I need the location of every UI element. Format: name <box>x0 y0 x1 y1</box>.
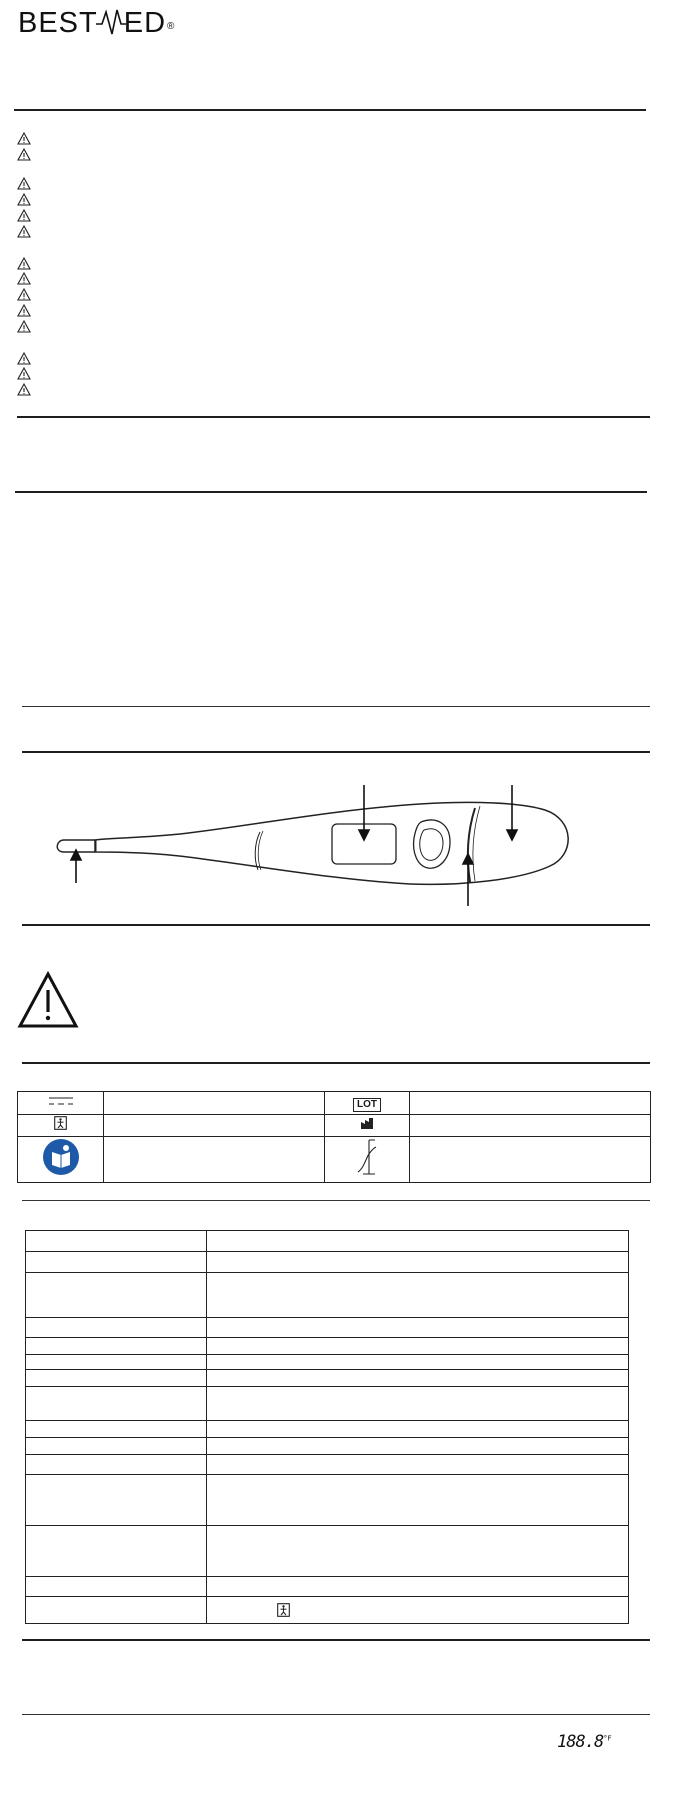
lcd-digits: 188.8 <box>557 1732 604 1752</box>
symbol-description <box>104 1092 325 1115</box>
spec-value <box>207 1387 629 1421</box>
manufacturer-icon <box>325 1115 410 1137</box>
spec-value <box>207 1455 629 1475</box>
spec-label <box>26 1475 207 1526</box>
warning-triangle-icon <box>17 367 31 380</box>
spec-value <box>207 1231 629 1252</box>
section-divider <box>15 491 647 493</box>
warning-triangle-icon <box>17 193 31 206</box>
symbols-table <box>17 1091 651 1183</box>
type-bf-icon <box>277 1603 290 1617</box>
warning-triangle-icon <box>17 177 31 190</box>
spec-value <box>207 1318 629 1338</box>
spec-label <box>26 1355 207 1370</box>
spec-label <box>26 1338 207 1355</box>
warning-triangle-icon <box>17 970 79 1030</box>
dc-current-icon <box>18 1092 104 1115</box>
spec-value <box>207 1338 629 1355</box>
spec-label <box>26 1526 207 1577</box>
section-divider <box>22 924 650 926</box>
spec-label <box>26 1318 207 1338</box>
spec-value <box>207 1252 629 1273</box>
section-divider <box>17 416 650 418</box>
spec-label <box>26 1577 207 1597</box>
temperature-limit-icon <box>325 1137 410 1183</box>
type-bf-icon <box>18 1115 104 1137</box>
symbol-description <box>104 1115 325 1137</box>
spec-label <box>26 1387 207 1421</box>
lcd-unit-f: °F <box>603 1734 612 1743</box>
warning-triangle-icon <box>17 320 31 333</box>
read-manual-icon <box>18 1137 104 1183</box>
spec-label <box>26 1438 207 1455</box>
power-button-icon <box>414 820 450 868</box>
section-divider <box>14 109 646 111</box>
symbol-description <box>410 1115 651 1137</box>
spec-value <box>207 1577 629 1597</box>
spec-value <box>207 1273 629 1318</box>
spec-value <box>207 1421 629 1438</box>
specifications-table <box>25 1230 629 1624</box>
section-divider <box>22 751 650 753</box>
spec-label <box>26 1455 207 1475</box>
symbol-description <box>410 1137 651 1183</box>
warning-triangle-icon <box>17 383 31 396</box>
spec-label <box>26 1273 207 1318</box>
spec-value <box>207 1370 629 1387</box>
section-divider <box>22 1714 650 1715</box>
spec-value <box>207 1526 629 1577</box>
warning-triangle-icon <box>17 132 31 145</box>
warning-triangle-icon <box>17 352 31 365</box>
spec-label <box>26 1421 207 1438</box>
warning-triangle-icon <box>17 272 31 285</box>
spec-value <box>207 1597 629 1624</box>
spec-label <box>26 1597 207 1624</box>
section-divider <box>22 1062 650 1064</box>
section-divider <box>22 1639 650 1641</box>
spec-value <box>207 1355 629 1370</box>
lcd-display-sample <box>557 1732 612 1752</box>
lot-label: LOT <box>353 1098 381 1112</box>
spec-label <box>26 1231 207 1252</box>
spec-value <box>207 1475 629 1526</box>
warning-triangle-icon <box>17 304 31 317</box>
section-divider <box>22 1200 650 1201</box>
warning-triangle-icon <box>17 225 31 238</box>
thermometer-diagram <box>40 780 600 910</box>
spec-label <box>26 1252 207 1273</box>
section-divider <box>22 706 650 707</box>
spec-label <box>26 1370 207 1387</box>
lot-icon <box>325 1092 410 1115</box>
warning-triangle-icon <box>17 148 31 161</box>
brand-logo: BEST ED® <box>18 7 176 39</box>
warning-triangle-icon <box>17 209 31 222</box>
symbol-description <box>104 1137 325 1183</box>
warning-triangle-icon <box>17 257 31 270</box>
heartbeat-icon <box>96 8 126 36</box>
spec-value <box>207 1438 629 1455</box>
warning-triangle-icon <box>17 288 31 301</box>
symbol-description <box>410 1092 651 1115</box>
